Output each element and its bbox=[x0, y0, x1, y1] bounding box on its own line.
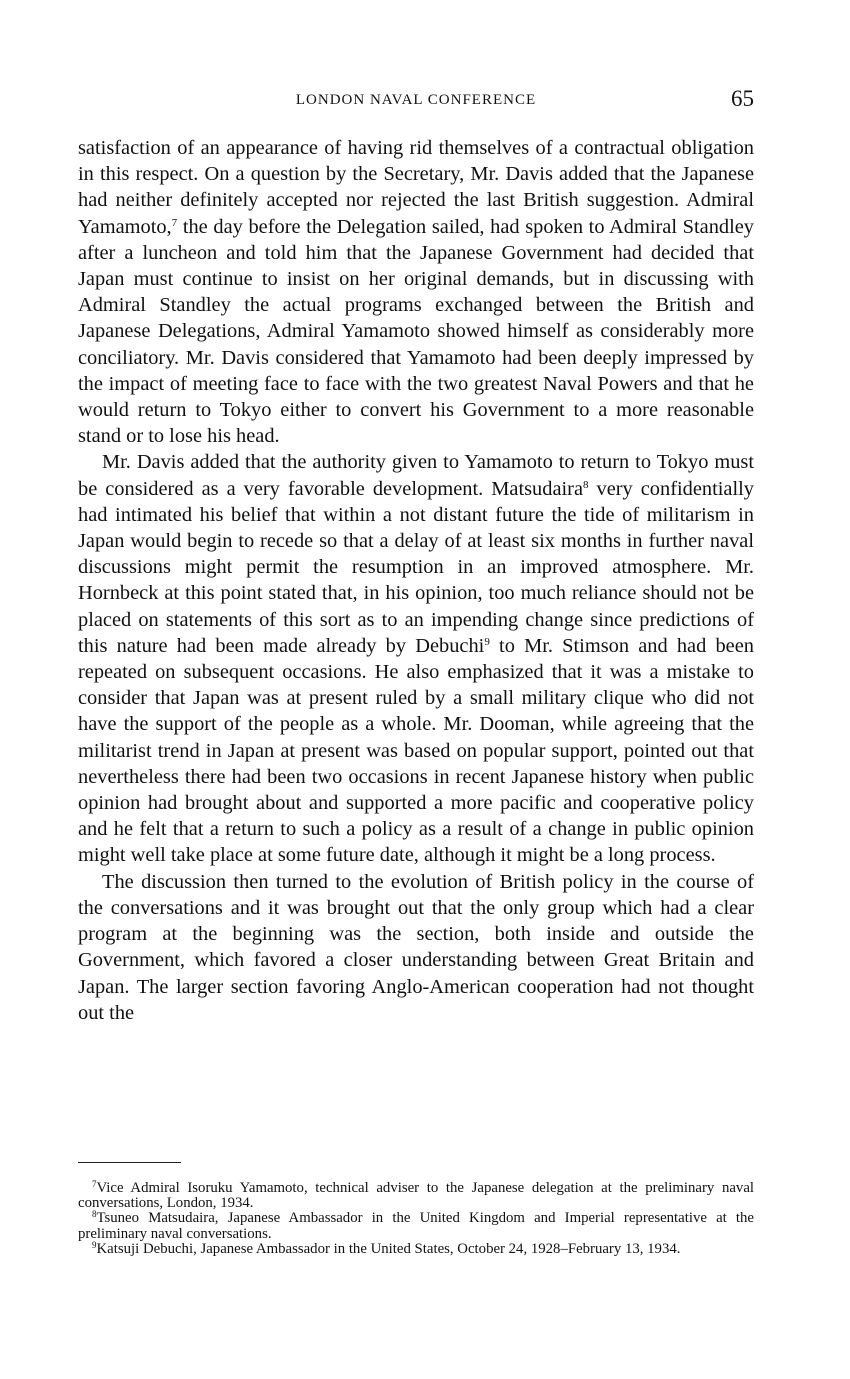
footnote-ref: 7 bbox=[171, 216, 178, 229]
footnote bbox=[78, 1239, 754, 1257]
paragraph-text: very confidentially had intimated his belief that within a not distant future the tide of militarism in Japan would begin to recede so that a delay of at least six months in further naval discussions might permit the resumption in an improved atmosphere. Mr. Hornbeck at this point stated that, in his opinion, too much reliance should not be placed on statements of this sort as to an impending change since predictions of this nature had been made already by Debuchi bbox=[78, 477, 755, 657]
page-number: 65 bbox=[731, 86, 754, 111]
paragraph-text: the day before the Delegation sailed, had spoken to Admiral Standley after a luncheon and told him that the Japanese Government had decided that Japan must continue to insist on her original demands, but in discussing with Admiral Standley the actual programs exchanged between the British and Japanese Delegations, Admiral Yamamoto showed himself as considerably more conciliatory. Mr. Davis considered that Yamamoto had been deeply impressed by the impact of meeting face to face with the two greatest Naval Powers and that he would return to Tokyo either to convert his Government to a more reasonable stand or to lose his head. bbox=[78, 215, 754, 448]
paragraph: The discussion then turned to the evolution of British policy in the course of the conversations and it was brought out that the only group which had a clear program at the beginning was the section, both inside and outside the Government, which favored a closer understanding between Great Britain and Japan. The larger section favoring Anglo-American cooperation had not thought out the bbox=[78, 870, 754, 1024]
footnote-ref: 8 bbox=[583, 478, 589, 491]
paragraph bbox=[78, 135, 754, 449]
footnote-mark: 8 bbox=[92, 1209, 97, 1220]
footnote-text: Vice Admiral Isoruku Yamamoto, technical adviser to the Japanese delegation at the preliminary naval conversations, London, 1934. bbox=[78, 1180, 754, 1212]
paragraph-text: to Mr. Stimson and had been repeated on subsequent occasions. He also emphasized that it was a mistake to consider that Japan was at present ruled by a small military clique who did not have the support of the people as a whole. Mr. Dooman, while agreeing that the militarist trend in Japan at present was based on popular support, pointed out that nevertheless there had been two occasions in recent Japanese history when public opinion had brought about and supported a more pacific and cooperative policy and he felt that a return to such a policy as a result of a change in public opinion might well take place at some future date, although it might be a long process. bbox=[78, 634, 754, 867]
footnote-ref: 9 bbox=[484, 635, 490, 648]
footnote bbox=[78, 1181, 754, 1211]
footnote-divider bbox=[78, 1162, 181, 1163]
footnote-mark: 9 bbox=[92, 1239, 97, 1250]
page-header bbox=[78, 86, 754, 116]
paragraph-text: satisfaction of an appearance of having rid themselves of a contractual obligation in this respect. On a question by the Secretary, Mr. Davis added that the Japanese had neither definitely accepted nor rejected the last British suggestion. Admiral Yamamoto, bbox=[78, 137, 754, 238]
footnote-text: Tsuneo Matsudaira, Japanese Ambassador in the United Kingdom and Imperial representative at the preliminary naval conversations. bbox=[78, 1210, 754, 1242]
main-text bbox=[78, 135, 754, 1026]
footnote bbox=[78, 1211, 754, 1241]
paragraph-text: Mr. Davis added that the authority given to Yamamoto to return to Tokyo must be considered as a very favorable development. Matsudaira bbox=[78, 451, 754, 500]
running-title: LONDON NAVAL CONFERENCE bbox=[295, 92, 537, 108]
footnote-mark: 7 bbox=[92, 1179, 97, 1189]
footnotes bbox=[78, 1181, 754, 1257]
paragraph bbox=[78, 449, 754, 868]
footnote-text: Katsuji Debuchi, Japanese Ambassador in the United States, October 24, 1928–February 13, 1934. bbox=[96, 1240, 681, 1257]
